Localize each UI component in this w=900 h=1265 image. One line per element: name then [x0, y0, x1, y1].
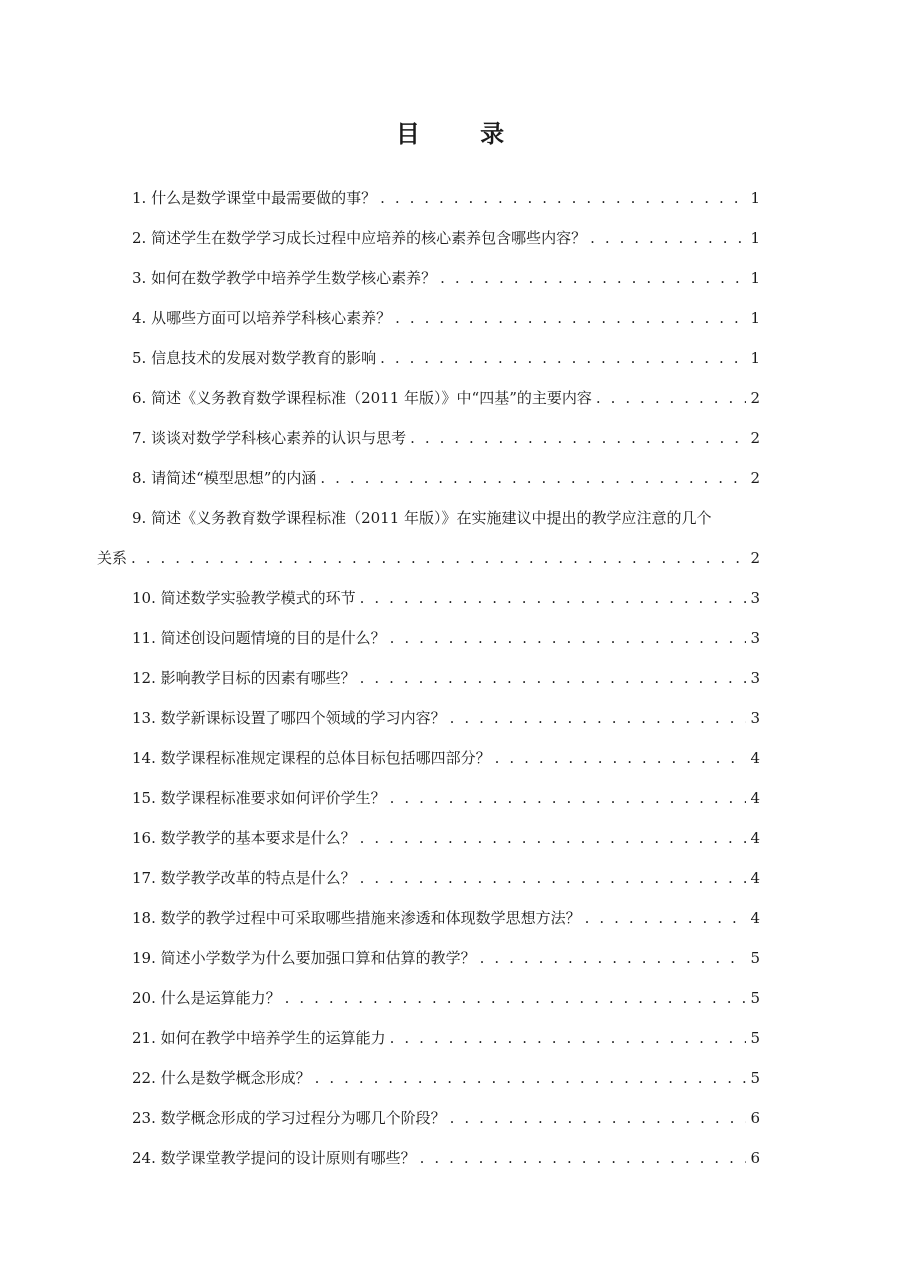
dot-leader: [360, 585, 747, 611]
toc-entry-page: 4: [750, 909, 760, 927]
dot-leader: [390, 1025, 747, 1051]
toc-entry-page: 2: [750, 469, 760, 487]
toc-entry-page: 5: [750, 949, 760, 967]
toc-entry-page: 1: [750, 349, 760, 367]
toc-entry-label: 24. 数学课堂教学提问的设计原则有哪些？: [132, 1149, 416, 1167]
toc-entry-label-continued: 关系: [97, 549, 128, 567]
toc-entry[interactable]: [132, 305, 760, 331]
toc-entry-label: 23. 数学概念形成的学习过程分为哪几个阶段？: [132, 1109, 446, 1127]
toc-entry[interactable]: [132, 185, 760, 211]
toc-entry-label[interactable]: 9. 简述《义务教育数学课程标准（2011 年版）》在实施建议中提出的教学应注意的几个: [132, 509, 712, 527]
toc-entry-label: 1. 什么是数学课堂中最需要做的事？: [132, 189, 377, 207]
dot-leader: [480, 945, 747, 971]
toc-entry[interactable]: [132, 1145, 760, 1171]
toc-entry-label: 4. 从哪些方面可以培养学科核心素养？: [132, 309, 392, 327]
toc-entry[interactable]: [132, 1105, 760, 1131]
toc-entry-page: 1: [750, 309, 760, 327]
toc-entry[interactable]: [132, 945, 760, 971]
dot-leader: [380, 185, 746, 211]
toc-entry[interactable]: [97, 545, 760, 571]
toc-entry[interactable]: [132, 665, 760, 691]
dot-leader: [590, 225, 746, 251]
toc-entry[interactable]: [132, 225, 760, 251]
dot-leader: [450, 1105, 747, 1131]
dot-leader: [395, 305, 746, 331]
dot-leader: [585, 905, 747, 931]
toc-entry[interactable]: [132, 785, 760, 811]
toc-entry-page: 1: [750, 229, 760, 247]
page-title: 目 录: [395, 119, 531, 148]
toc-entry-page: 1: [750, 269, 760, 287]
toc-entry-page: 5: [750, 989, 760, 1007]
toc-entry-page: 6: [750, 1149, 760, 1167]
dot-leader: [131, 545, 746, 571]
dot-leader: [450, 705, 747, 731]
toc-entry-label: 14. 数学课程标准规定课程的总体目标包括哪四部分？: [132, 749, 491, 767]
toc-entry-label: 21. 如何在教学中培养学生的运算能力: [132, 1029, 386, 1047]
toc-entry-page: 2: [750, 549, 760, 567]
dot-leader: [360, 825, 747, 851]
toc-entry[interactable]: [132, 825, 760, 851]
toc-entry-page: 3: [750, 709, 760, 727]
dot-leader: [285, 985, 747, 1011]
toc-entry-page: 3: [750, 589, 760, 607]
toc-entry-page: 3: [750, 669, 760, 687]
dot-leader: [320, 465, 746, 491]
dot-leader: [390, 625, 747, 651]
toc-entry-page: 5: [750, 1069, 760, 1087]
toc-entry[interactable]: [132, 1025, 760, 1051]
toc-entry-page: 2: [750, 429, 760, 447]
toc-entry[interactable]: [132, 1065, 760, 1091]
toc-entry-label: 17. 数学教学改革的特点是什么？: [132, 869, 356, 887]
toc-entry[interactable]: [132, 905, 760, 931]
toc-entry[interactable]: [132, 985, 760, 1011]
toc-entry-page: 4: [750, 789, 760, 807]
toc-entry[interactable]: [132, 625, 760, 651]
dot-leader: [390, 785, 747, 811]
toc-entry-page: 6: [750, 1109, 760, 1127]
toc-entry[interactable]: [132, 425, 760, 451]
toc-entry-label: 22. 什么是数学概念形成？: [132, 1069, 311, 1087]
toc-entry-label: 7. 谈谈对数学学科核心素养的认识与思考: [132, 429, 407, 447]
dot-leader: [440, 265, 746, 291]
toc-entry[interactable]: [132, 465, 760, 491]
toc-entry-label: 11. 简述创设问题情境的目的是什么？: [132, 629, 386, 647]
dot-leader: [380, 345, 746, 371]
dot-leader: [315, 1065, 747, 1091]
toc-entry-label: 12. 影响教学目标的因素有哪些？: [132, 669, 356, 687]
dot-leader: [410, 425, 746, 451]
toc-entry-label: 15. 数学课程标准要求如何评价学生？: [132, 789, 386, 807]
toc-entry-page: 1: [750, 189, 760, 207]
toc-entry-label: 19. 简述小学数学为什么要加强口算和估算的教学？: [132, 949, 476, 967]
toc-entry[interactable]: [132, 345, 760, 371]
dot-leader: [360, 865, 747, 891]
toc-entry[interactable]: [132, 745, 760, 771]
dot-leader: [495, 745, 747, 771]
toc-entry-label: 3. 如何在数学教学中培养学生数学核心素养？: [132, 269, 437, 287]
dot-leader: [360, 665, 747, 691]
toc-entry[interactable]: [132, 865, 760, 891]
toc-entry-label: 6. 简述《义务教育数学课程标准（2011 年版）》中“四基”的主要内容: [132, 389, 592, 407]
toc-entry-label: 16. 数学教学的基本要求是什么？: [132, 829, 356, 847]
toc-entry-label: 8. 请简述“模型思想”的内涵: [132, 469, 317, 487]
toc-entry[interactable]: [132, 265, 760, 291]
toc-entry-page: 4: [750, 829, 760, 847]
dot-leader: [596, 385, 747, 411]
toc-entry[interactable]: [132, 705, 760, 731]
dot-leader: [420, 1145, 747, 1171]
toc-entry-label: 13. 数学新课标设置了哪四个领域的学习内容？: [132, 709, 446, 727]
toc-entry-page: 4: [750, 869, 760, 887]
toc-entry[interactable]: [132, 585, 760, 611]
toc-entry-label: 18. 数学的教学过程中可采取哪些措施来渗透和体现数学思想方法？: [132, 909, 581, 927]
toc-entry-label: 2. 简述学生在数学学习成长过程中应培养的核心素养包含哪些内容？: [132, 229, 587, 247]
toc-entry-label: 20. 什么是运算能力？: [132, 989, 281, 1007]
toc-entry[interactable]: [132, 385, 760, 411]
toc-entry-label: 10. 简述数学实验教学模式的环节: [132, 589, 356, 607]
toc-entry-label: 5. 信息技术的发展对数学教育的影响: [132, 349, 377, 367]
toc-entry-page: 3: [750, 629, 760, 647]
toc-entry-page: 4: [750, 749, 760, 767]
toc-entry-page: 5: [750, 1029, 760, 1047]
toc-entry-page: 2: [750, 389, 760, 407]
